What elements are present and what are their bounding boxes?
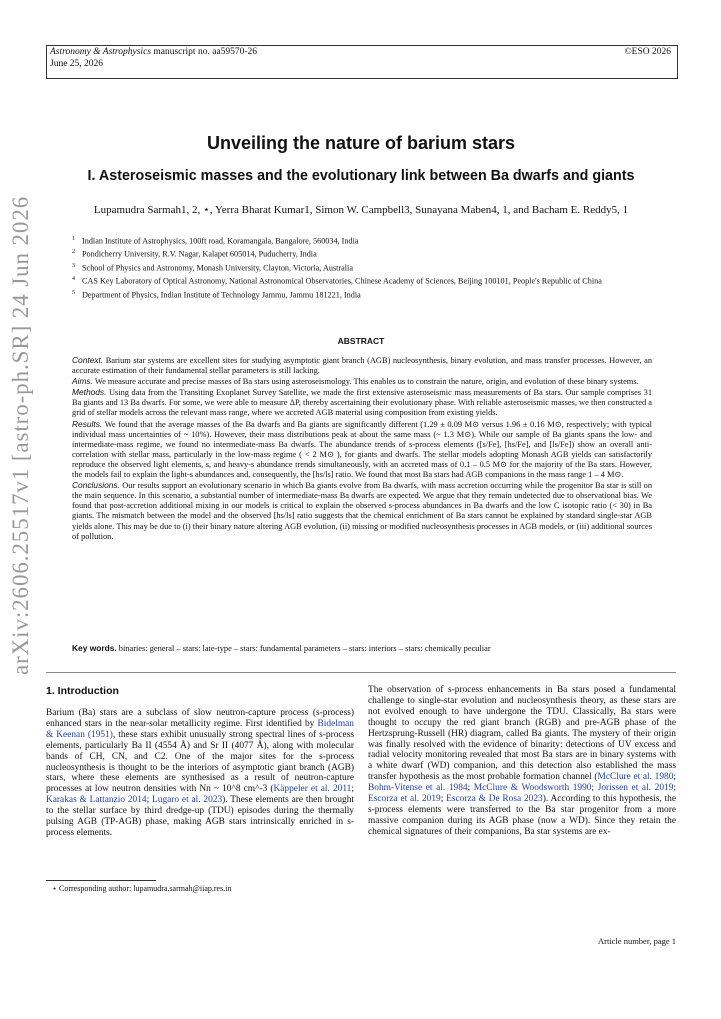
affiliation: $^2$ Pondicherry University, R.V. Nagar, Kalapet 605014, Puducherry, India <box>72 249 317 260</box>
section-heading-introduction: 1. Introduction <box>46 685 119 697</box>
corresponding-author-footnote: ⋆ Corresponding author: lupamudra.sarmah@iiap.res.in <box>52 884 232 893</box>
keywords: Key words. binaries: general – stars: late-type – stars: fundamental parameters – stars: interiors – stars: chemically peculiar <box>72 643 491 653</box>
abstract-methods: Methods. Using data from the Transiting Exoplanet Survey Satellite, we made the first extensive asteroseismic mass measurements of Ba stars. Our sample comprises 31 Ba giants and 13 Ba dwarfs. For some, we were able to measure ΔP, thereby ascertaining their evolutionary phase. With reliable asteroseismic masses, we then constructed a grid of stellar models across the relevant mass range, where we accreted AGB material using composition from existing yields. <box>72 387 653 418</box>
body-text: ). According to this hypothesis, the s-process elements were transferred to the Ba star progenitor from a more massive companion during its AGB phase (now a WD). Since they retain the chemical signatures of their companions, Ba star systems are ex- <box>368 794 676 837</box>
citation-link[interactable]: McClure et al. 1980 <box>597 772 674 783</box>
body-text: ; <box>351 784 354 795</box>
citation-link[interactable]: Jorissen et al. 2019 <box>597 783 674 794</box>
citation-link[interactable]: McClure & Woodsworth 1990 <box>473 783 592 794</box>
body-text: ). These elements are then brought to the stellar surface by third dredge-up (TDU) episodes during the thermally pulsing AGB (TP-AGB) phase, making AGB stars intrinsically enriched in s-process elements. <box>46 795 354 838</box>
paper-title: Unveiling the nature of barium stars <box>206 133 516 153</box>
abstract-results: Results. We found that the average masses of the Ba dwarfs and Ba giants are significantly different (1.29 ± 0.09 M⊙ versus 1.96 ± 0.16 M⊙, respectively; with typical individual mass uncertainties of ~ 10%). However, their mass distributions peak at about the same mass (~ 1.3 M⊙). While our sample of Ba giants spans the low- and intermediate-mass regime, we found no intermediate-mass Ba dwarfs. The abundance trends of s-process elements ([s/Fe], [hs/Fe], and [ls/Fe]) show an overall anti-correlation with stellar mass, particularly in the low-mass regime ( < 2 M⊙ ), for giants and dwarfs. The stellar models adopting Monash AGB yields can satisfactorily reproduce the observed light elements, s, and heavy-s abundance trends simultaneously, with an accreted mass of 0.1 – 0.5 M⊙ for the majority of the Ba stars. However, the models fail to explain the light-s abundances and, consequently, the [hs/ls] ratio. We found that most Ba stars had AGB companions in the mass range 1 – 4 M⊙. <box>72 418 652 480</box>
affiliation: $^4$ CAS Key Laboratory of Optical Astronomy, National Astronomical Observatories, Chinese Academy of Sciences, Beijing 100101, People's Republic of China <box>72 276 602 287</box>
body-text: ; <box>440 794 447 805</box>
paper-subtitle: I. Asteroseismic masses and the evolutionary link between Ba dwarfs and giants <box>87 168 635 184</box>
body-text: The observation of s-process enhancements in Ba stars posed a fundamental challenge to single-star evolution and nucleosynthesis theory, as these stars are not evolved enough to have undergone the TDU. Classically, Ba stars were thought to occupy the red giant branch (RGB) and pre-AGB phase of the Hertzsprung-Russell (HR) diagram, called Ba giants. The mystery of their origin was finally resolved with the evidence of binarity: detections of UV excess and radial velocity monitoring revealed that most Ba stars are in binary systems with a white dwarf (WD) companion, and this detection also established the mass transfer hypothesis as the most probable formation channel ( <box>368 685 676 783</box>
abstract-conclusions: Conclusions. Our results support an evolutionary scenario in which Ba giants evolve from Ba dwarfs, with mass accretion occurring while the progenitor Ba star is still on the main sequence. In this scenario, a substantial number of intermediate-mass Ba dwarfs are expected. We argue that they remain undetected due to observational bias. We found that post-accretion additional mixing in our models is critical to explain the observed s-process abundances in Ba dwarfs and the low C isotopic ratio (< 30) in Ba giants. The mismatch between the model and the observed [hs/ls] ratio suggests that the chemical enrichment of Ba stars cannot be explained by standard single-star AGB yields alone. This may be due to (i) their binary nature altering AGB evolution, (ii) missing or modified nucleosynthesis processes in AGB models, or (iii) additional sources of pollution. <box>72 480 653 541</box>
affiliations <box>72 234 662 301</box>
body-text: , these stars exhibit unusually strong spectral lines of s-process elements, particularly Ba II (4554 Å) and Sr II (4077 Å), along with molecular bands of CH, CN, and C2. One of the major sites for the s-process nucleosynthesis is thought to be the interiors of asymptotic giant branch (AGB) stars, where these elements are synthesised as a result of neutron-capture processes at low neutron densities with Nn ~ 10^8 cm^-3 ( <box>46 729 354 795</box>
arxiv-stamp: arXiv:2606.25517v1 [astro-ph.SR] 24 Jun 2026 <box>8 195 33 675</box>
body-text: ; <box>146 795 153 806</box>
body-text: ; <box>591 783 598 794</box>
citation-link[interactable]: Escorza et al. 2019 <box>368 794 441 805</box>
abstract-aims: Aims. We measure accurate and precise masses of Ba stars using asteroseismology. This enables us to constrain the nature, origin, and evolution of these binary systems. <box>72 376 639 387</box>
body-text: ; <box>673 772 676 783</box>
footnote-rule <box>46 880 156 881</box>
abstract-rule <box>46 672 676 673</box>
citation-link[interactable]: Karakas & Lattanzio 2014 <box>46 795 147 806</box>
citation-link[interactable]: Bidelman & Keenan (1951) <box>46 718 354 740</box>
citation-link[interactable]: Bohm-Vitense et al. 1984 <box>368 783 468 794</box>
citation-link[interactable]: Escorza & De Rosa 2023 <box>446 794 543 805</box>
body-text: ; <box>673 783 676 794</box>
header-journal-line: Astronomy & Astrophysics manuscript no. aa59570-26 <box>50 47 258 57</box>
abstract-heading: ABSTRACT <box>337 336 385 346</box>
citation-link[interactable]: Käppeler et al. 2011 <box>273 784 352 795</box>
affiliation: $^3$ School of Physics and Astronomy, Monash University, Clayton, Victoria, Australia <box>72 262 353 273</box>
header-copyright: ©ESO 2026 <box>624 47 671 57</box>
header-date: June 25, 2026 <box>50 59 104 69</box>
abstract-body <box>72 355 652 542</box>
page-number: Article number, page 1 <box>597 936 676 946</box>
body-text: Barium (Ba) stars are a subclass of slow neutron-capture process (s-process) enhanced stars in the near-solar metallicity regime. First identified by <box>46 708 354 729</box>
author-list: Lupamudra Sarmah1, 2, ⋆, Yerra Bharat Kumar1, Simon W. Campbell3, Sunayana Maben4, 1, and Bacham E. Reddy5, 1 <box>93 204 629 216</box>
intro-right-column <box>368 685 676 838</box>
body-text: ; <box>467 783 474 794</box>
affiliation: $^1$ Indian Institute of Astrophysics, 100ft road, Koramangala, Bangalore, 560034, India <box>72 236 359 246</box>
abstract-context: Context. Barium star systems are excellent sites for studying asymptotic giant branch (AGB) nucleosynthesis, binary evolution, and mass transfer processes. However, an accurate estimation of their fundamental stellar parameters is still lacking. <box>72 355 653 376</box>
affiliation: $^5$ Department of Physics, Indian Institute of Technology Jammu, Jammu 181221, India <box>72 289 361 300</box>
intro-left-column <box>46 708 354 839</box>
citation-link[interactable]: Lugaro et al. 2023 <box>152 795 223 806</box>
